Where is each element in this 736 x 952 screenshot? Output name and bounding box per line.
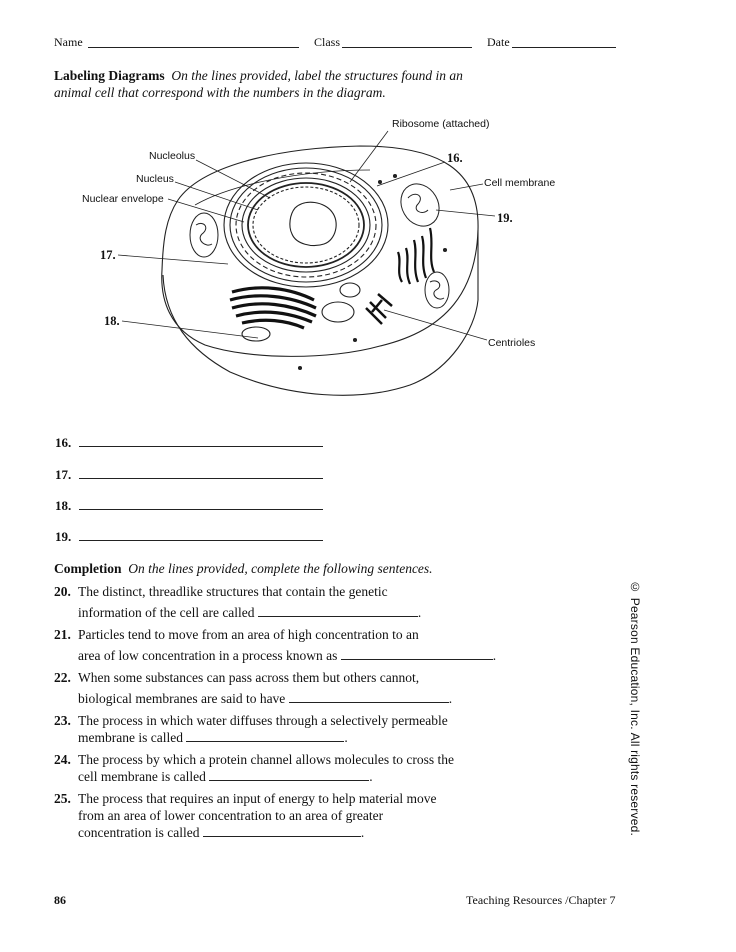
footer-source: Teaching Resources /Chapter 7 [466,893,616,907]
question-22-blank[interactable] [289,690,449,703]
nucleus-leader [175,182,258,210]
question-24-number: 24. [54,752,71,767]
question-23-number: 23. [54,713,71,728]
question-20 [54,583,534,621]
diagram-number-17: 17. [100,248,116,262]
label-17-leader [118,255,228,264]
question-23-line2: membrane is called [78,730,183,745]
question-25-blank[interactable] [203,824,361,837]
question-22-number: 22. [54,670,71,685]
rough-er [398,228,434,284]
label-16-leader [377,162,445,186]
diagram-number-16: 16. [447,151,463,165]
nucleus-inner [253,187,359,263]
nucleolus [290,202,336,245]
question-22-line1: When some substances can pass across them but others cannot, [78,670,420,685]
label-18-leader [122,321,258,338]
label-nucleus: Nucleus [136,173,174,185]
completion-title: Completion [54,561,122,576]
label-centrioles: Centrioles [488,337,536,349]
question-24-line1: The process by which a protein channel allows molecules to cross the [78,752,455,767]
question-21-period: . [492,648,497,663]
label-ribosome: Ribosome (attached) [392,118,490,130]
question-23-line1: The process in which water diffuses through a selectively permeable [78,713,448,728]
question-25 [54,790,554,841]
question-20-line1: The distinct, threadlike structures that contain the genetic [78,584,388,599]
question-25-line2: from an area of lower concentration to an area of greater [78,808,384,823]
page-number: 86 [54,893,66,907]
question-23-blank[interactable] [186,729,344,742]
question-23 [54,712,554,746]
mitochondrion-right [393,177,446,233]
question-21-line1: Particles tend to move from an area of high concentration to an [78,627,419,642]
label-cell-membrane: Cell membrane [484,177,556,189]
animal-cell-diagram [0,0,736,430]
label-nucleolus: Nucleolus [149,150,196,162]
label-19-leader [436,210,495,216]
question-25-line3: concentration is called [78,825,200,840]
question-25-line1: The process that requires an input of energy to help material move [78,791,437,806]
question-21 [54,626,544,664]
golgi-apparatus [230,288,316,328]
answer-line-18[interactable] [79,509,323,510]
answer-line-19[interactable] [79,540,323,541]
question-20-blank[interactable] [258,604,418,617]
ribosome-leader [350,131,388,182]
answer-line-16[interactable] [79,446,323,447]
cell-membrane-leader [450,184,483,190]
answer-line-17[interactable] [79,478,323,479]
question-21-line2: area of low concentration in a process known as [78,648,338,663]
question-23-period: . [344,730,348,745]
question-21-blank[interactable] [341,647,493,660]
label-nuclear-envelope: Nuclear envelope [82,193,164,205]
question-25-number: 25. [54,791,71,806]
copyright-notice: © Pearson Education, Inc. All rights reserved. [628,580,642,836]
diagram-number-18: 18. [104,314,120,328]
completion-instructions [54,560,433,577]
question-22-period: . [448,691,453,706]
mitochondrion-left [190,213,218,257]
question-20-number: 20. [54,584,71,599]
question-22 [54,669,544,707]
diagram-number-19: 19. [497,211,513,225]
class-label: Class [314,35,341,49]
mitochondrion-lower [425,272,449,308]
date-label: Date [487,35,510,49]
answer-number-16: 16. [55,435,72,450]
question-24-blank[interactable] [209,768,369,781]
question-20-line2: information of the cell are called [78,605,255,620]
question-24 [54,751,554,785]
nucleolus-leader [196,160,270,198]
question-24-line2: cell membrane is called [78,769,206,784]
question-25-period: . [360,825,365,840]
answer-number-19: 19. [55,529,72,544]
labeling-instruction-line2: animal cell that correspond with the numbers in the diagram. [54,85,386,100]
cell-drawing [0,0,736,430]
question-20-period: . [417,605,422,620]
labeling-instruction-line1: On the lines provided, label the structures found in an [171,68,463,83]
answer-number-17: 17. [55,467,72,482]
question-22-line2: biological membranes are said to have [78,691,286,706]
question-24-period: . [369,769,373,784]
question-21-number: 21. [54,627,71,642]
labeling-title: Labeling Diagrams [54,68,165,83]
centrioles [366,294,392,324]
name-label: Name [54,35,83,49]
completion-instruction: On the lines provided, complete the following sentences. [128,561,433,576]
answer-number-18: 18. [55,498,72,513]
